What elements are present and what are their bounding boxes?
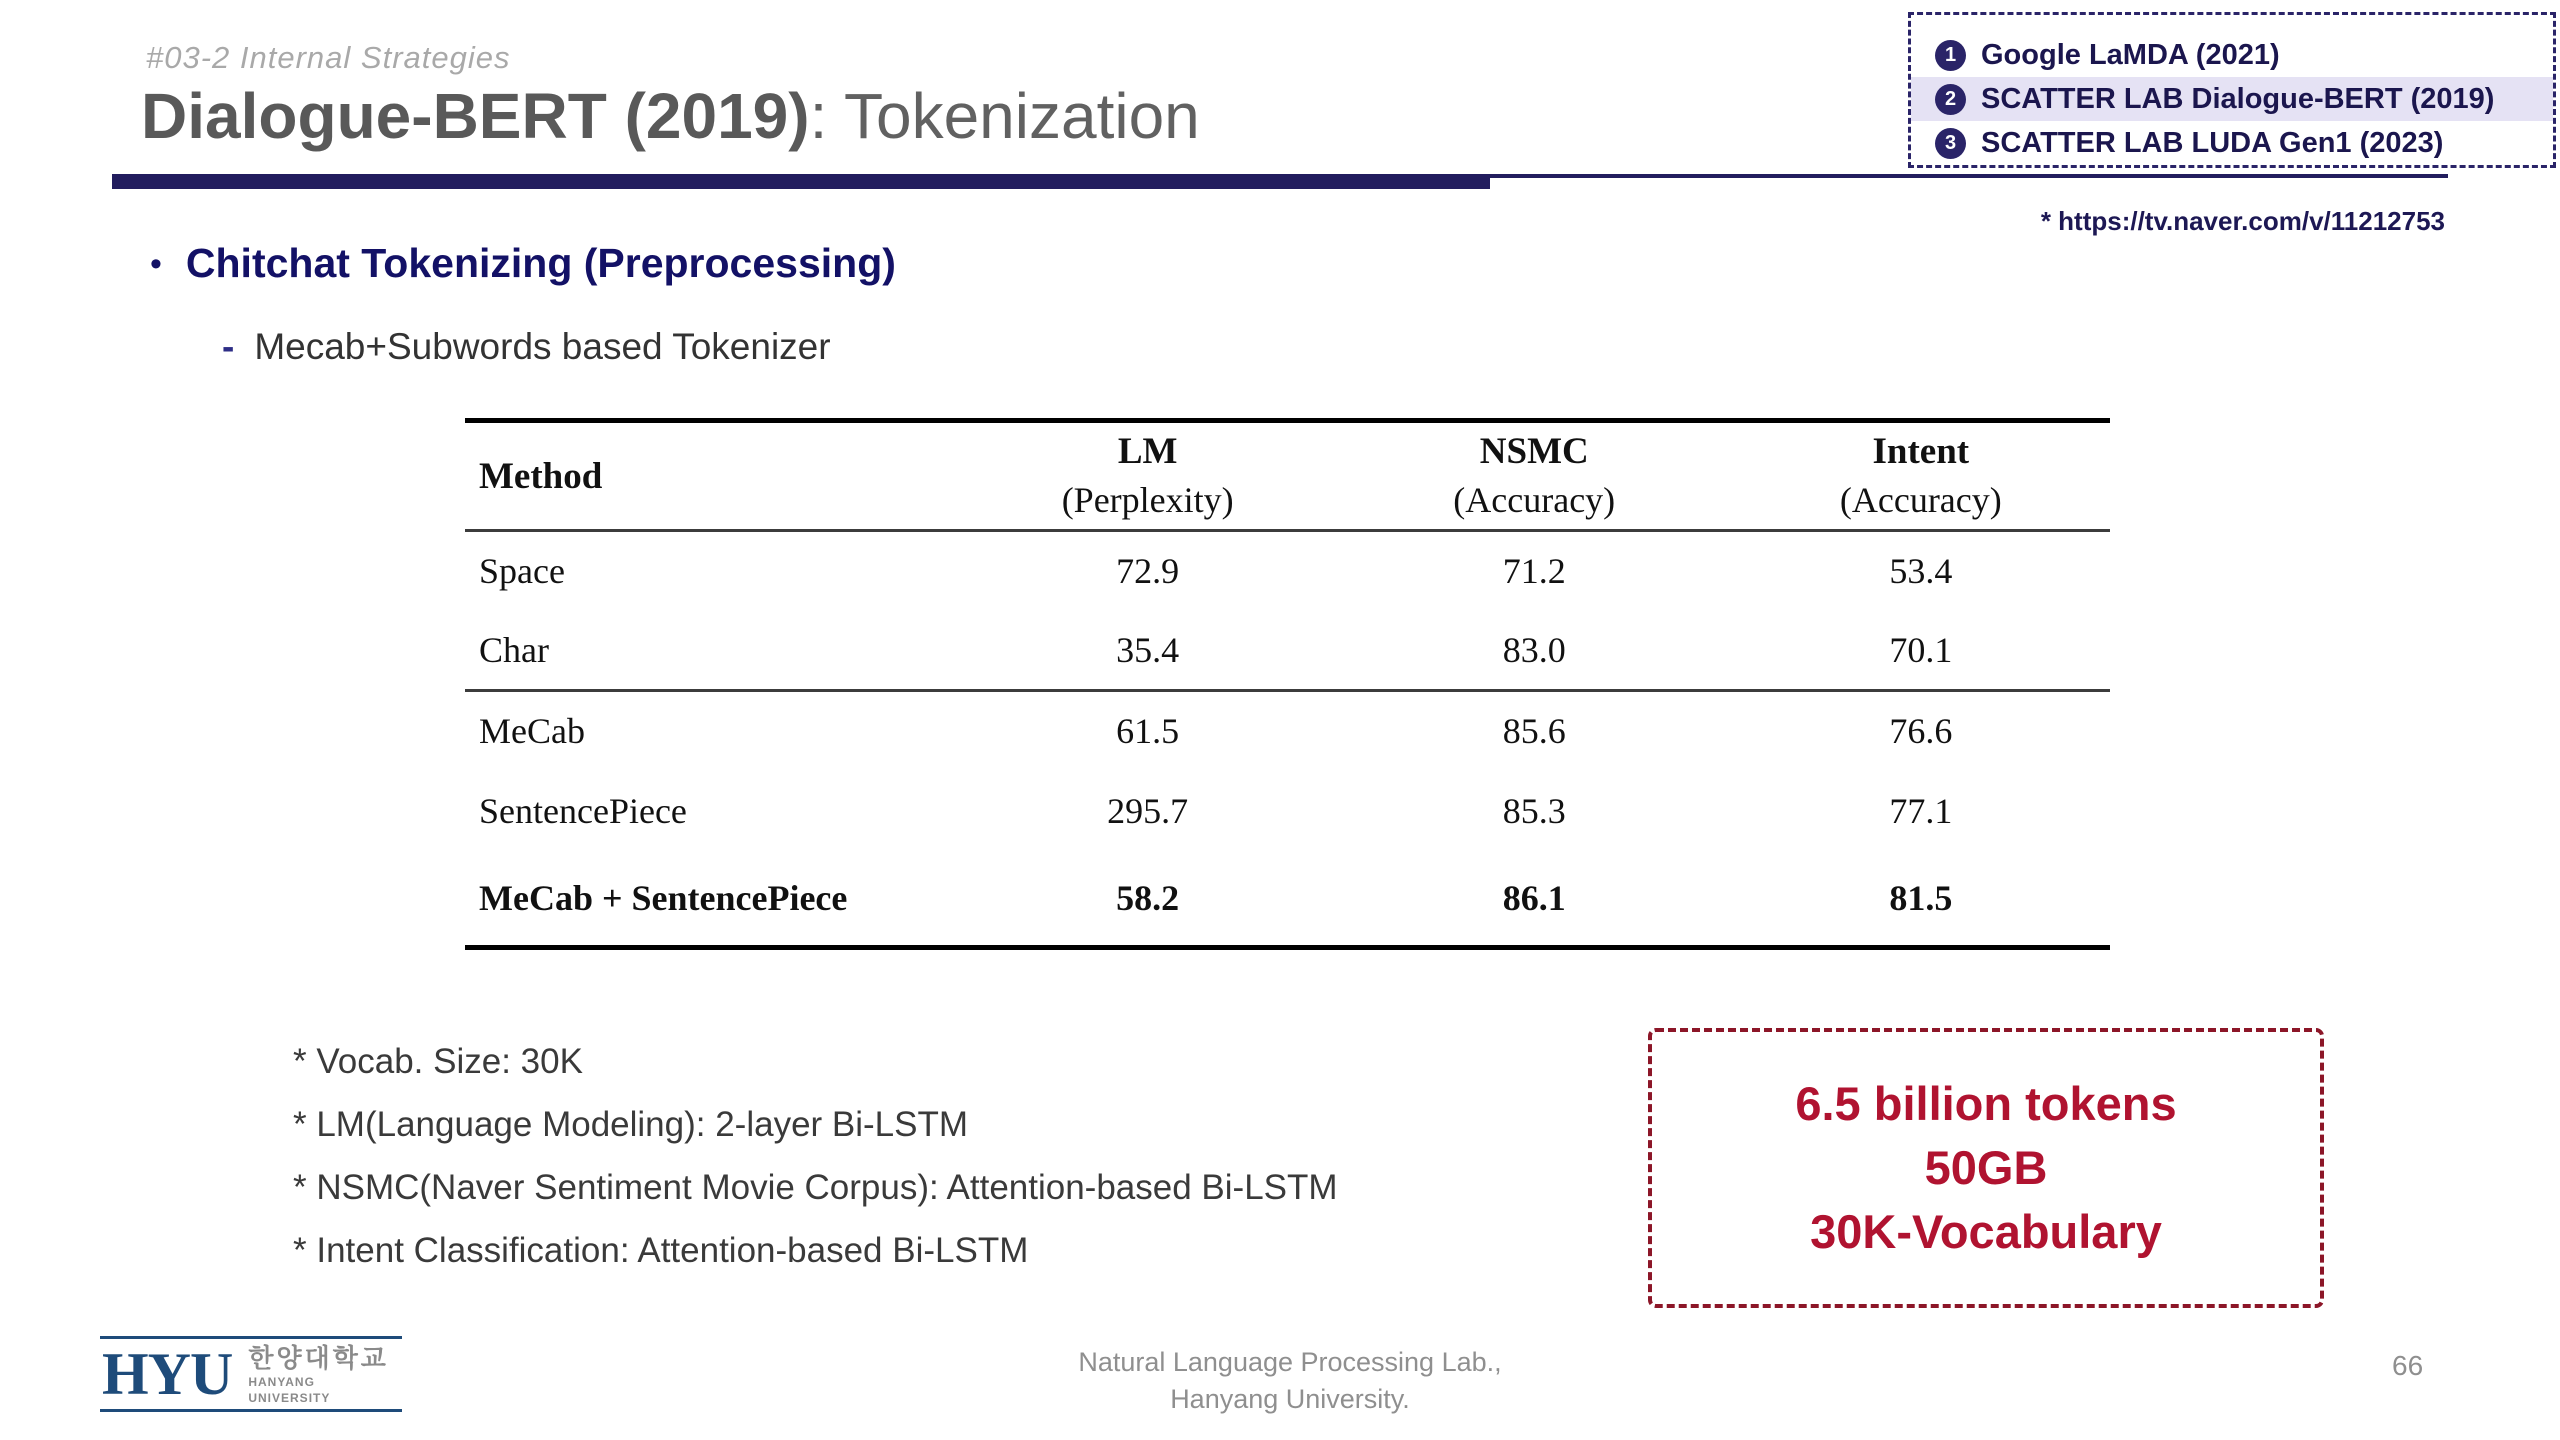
- title-underline-thin: [1490, 174, 2448, 178]
- number-2-badge: 2: [1935, 84, 1966, 115]
- intent-cell: 81.5: [1889, 877, 1953, 918]
- lm-cell: 295.7: [1107, 790, 1189, 831]
- stat-vocab: 30K-Vocabulary: [1810, 1205, 2162, 1258]
- stat-size: 50GB: [1924, 1141, 2048, 1194]
- source-url-link[interactable]: * https://tv.naver.com/v/11212753: [2040, 206, 2445, 236]
- col-header-nsmc: NSMC (Accuracy): [1453, 431, 1616, 520]
- ref-item-label: SCATTER LAB LUDA Gen1 (2023): [1981, 126, 2444, 159]
- page-title: [141, 80, 1200, 152]
- method-cell: MeCab: [479, 711, 585, 752]
- method-cell: MeCab + SentencePiece: [479, 877, 848, 918]
- nsmc-cell: 83.0: [1502, 629, 1566, 670]
- footnote-lm: * LM(Language Modeling): 2-layer Bi-LSTM: [293, 1105, 969, 1144]
- intent-cell: 53.4: [1889, 551, 1953, 592]
- intent-cell: 77.1: [1889, 790, 1953, 831]
- lm-cell: 35.4: [1116, 629, 1180, 670]
- logo-text: [248, 1342, 400, 1406]
- logo-rule-bottom: [100, 1409, 402, 1412]
- section-heading: [150, 240, 896, 287]
- ref-item-label: SCATTER LAB Dialogue-BERT (2019): [1981, 82, 2495, 115]
- sub-bullet: [222, 326, 831, 368]
- stats-callout: [1648, 1028, 2324, 1308]
- logo-row: [100, 1339, 402, 1409]
- nsmc-cell: 85.6: [1502, 711, 1566, 752]
- logo-acronym: HYU: [102, 1341, 233, 1407]
- intent-cell: 76.6: [1889, 711, 1953, 752]
- lm-cell: 61.5: [1116, 711, 1180, 752]
- ref-item-label: Google LaMDA (2021): [1981, 38, 2280, 71]
- logo-english-name: HANYANG UNIVERSITY: [248, 1375, 331, 1405]
- footnote-nsmc: * NSMC(Naver Sentiment Movie Corpus): Attention-based Bi-LSTM: [293, 1168, 1338, 1207]
- results-table: [465, 418, 2110, 950]
- table-row-mecab-sentencepiece: [465, 851, 2110, 948]
- reference-list-box: [1908, 12, 2556, 168]
- section-heading-text: Chitchat Tokenizing (Preprocessing): [185, 240, 896, 286]
- sub-bullet-text: Mecab+Subwords based Tokenizer: [254, 326, 831, 367]
- bullet-dot: •: [150, 244, 162, 283]
- ref-item-scatter-lab-luda: [1911, 121, 2553, 165]
- nsmc-cell: 86.1: [1502, 877, 1566, 918]
- number-3-badge: 3: [1935, 128, 1966, 159]
- method-cell: SentencePiece: [479, 790, 687, 831]
- logo-korean-name: 한양대학교: [248, 1343, 389, 1373]
- footnote-vocab: * Vocab. Size: 30K: [293, 1042, 583, 1081]
- ref-item-google-lamda: [1911, 33, 2553, 77]
- footer-line-2: Hanyang University.: [1170, 1384, 1410, 1414]
- col-header-method: Method: [479, 455, 603, 497]
- table-header-row: [465, 421, 2110, 531]
- page-number: 66: [2392, 1350, 2424, 1381]
- table-row-sentencepiece: [465, 771, 2110, 851]
- intent-cell: 70.1: [1889, 629, 1953, 670]
- eyebrow-label: #03-2 Internal Strategies: [146, 40, 511, 75]
- nsmc-cell: 85.3: [1502, 790, 1566, 831]
- stat-tokens: 6.5 billion tokens: [1795, 1077, 2177, 1130]
- col-header-lm: LM (Perplexity): [1061, 431, 1234, 520]
- table-row-char: [465, 611, 2110, 691]
- lm-cell: 58.2: [1116, 877, 1180, 918]
- nsmc-cell: 71.2: [1502, 551, 1566, 592]
- table-row-space: [465, 531, 2110, 611]
- title-underline-thick: [112, 174, 1490, 189]
- method-cell: Space: [479, 551, 565, 592]
- col-header-intent: Intent (Accuracy): [1839, 431, 2002, 520]
- footer-line-1: Natural Language Processing Lab.,: [1078, 1347, 1502, 1377]
- footnotes: [293, 1030, 1338, 1282]
- number-1-badge: 1: [1935, 40, 1966, 71]
- page-title-rest: : Tokenization: [809, 80, 1200, 152]
- table-row-mecab: [465, 691, 2110, 771]
- ref-item-scatter-lab-dialogue-bert: [1911, 77, 2553, 121]
- dash-marker: -: [222, 326, 235, 367]
- footer-credit: [1020, 1344, 1560, 1418]
- lm-cell: 72.9: [1116, 551, 1180, 592]
- page-title-bold: Dialogue-BERT (2019): [141, 80, 810, 152]
- hyu-logo: [100, 1336, 402, 1412]
- footnote-intent: * Intent Classification: Attention-based Bi-LSTM: [293, 1231, 1029, 1270]
- method-cell: Char: [479, 629, 549, 670]
